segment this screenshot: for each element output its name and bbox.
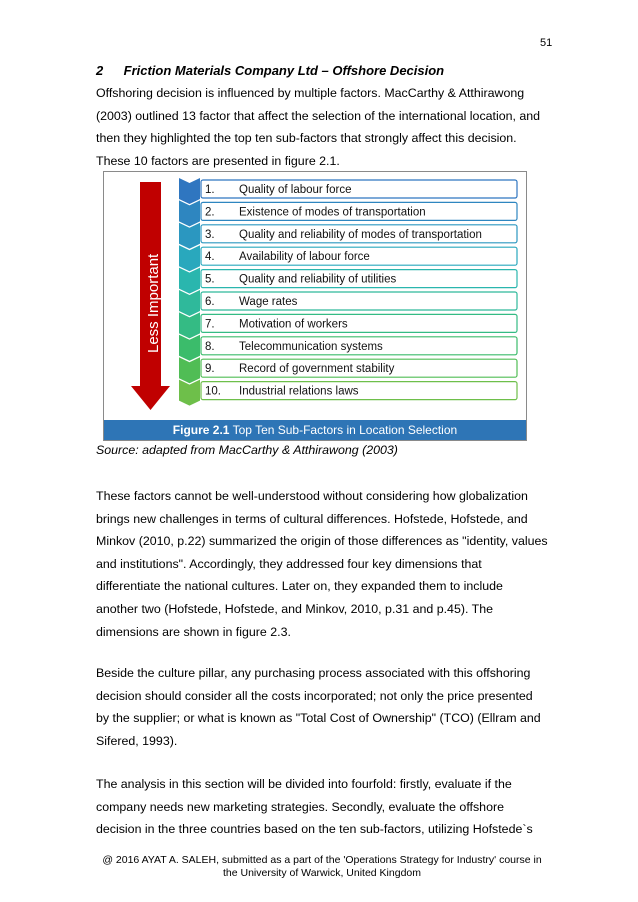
factor-label: Wage rates <box>239 296 298 308</box>
factor-chevron <box>179 290 200 316</box>
paragraph-analysis: The analysis in this section will be divided into fourfold: firstly, evaluate if the company needs new marketing strategies. Secondly, evaluate the offshore decision in the three countries based on the ten sub-factors, utilizing Hofstede`s <box>96 777 533 837</box>
caption-text: Top Ten Sub-Factors in Location Selection <box>232 423 458 437</box>
factor-item <box>179 200 517 226</box>
factor-chevron <box>179 178 200 204</box>
section-heading <box>96 63 444 78</box>
factor-item <box>179 312 517 338</box>
factor-item <box>179 380 517 406</box>
factor-label: Availability of labour force <box>239 251 370 264</box>
section-title: Friction Materials Company Ltd – Offshore Decision <box>123 63 445 78</box>
factor-item <box>179 223 517 249</box>
factor-number: 2. <box>205 206 215 219</box>
arrow-label: Less Important <box>145 253 162 353</box>
paragraph-tco: Beside the culture pillar, any purchasing process associated with this offshoring decision should consider all the costs incorporated; not only the price presented by the supplier; or what is known as "Total Cost of Ownership" (TCO) (Ellram and Sifered, 1993). <box>96 666 541 748</box>
factor-number: 8. <box>205 340 215 353</box>
factor-chevron <box>179 200 200 226</box>
page-footer: @ 2016 AYAT A. SALEH, submitted as a part of the 'Operations Strategy for Industry' course in the University of Warwick, United Kingdom <box>102 854 542 879</box>
factor-number: 10. <box>205 385 221 398</box>
factor-chevron <box>179 335 200 361</box>
factor-number: 6. <box>205 296 215 308</box>
factor-number: 9. <box>205 363 215 376</box>
factor-item <box>179 290 517 316</box>
factor-chevron <box>179 357 200 383</box>
page-number: 51 <box>540 37 553 49</box>
figure-2-1 <box>103 171 527 441</box>
factor-label: Telecommunication systems <box>239 340 383 353</box>
factor-number: 7. <box>205 318 215 331</box>
intro-paragraph: Offshoring decision is influenced by multiple factors. MacCarthy & Atthirawong (2003) outlined 13 factor that affect the selection of the international location, and then they highlighted the top ten sub-factors that strongly affect this decision. These 10 factors are presented in figure 2.1. <box>96 86 541 168</box>
factor-number: 3. <box>205 228 215 241</box>
factor-chevron <box>179 312 200 338</box>
factor-list <box>179 178 517 406</box>
factor-label: Industrial relations laws <box>239 385 359 398</box>
factor-label: Record of government stability <box>239 363 395 376</box>
figure-caption <box>104 420 526 440</box>
section-number: 2 <box>96 63 104 78</box>
factor-number: 5. <box>205 273 215 286</box>
paragraph-globalization: These factors cannot be well-understood without considering how globalization brings new challenges in terms of cultural differences. Hofstede, Hofstede, and Minkov (2010, p.22) summarized the origin of those differences as "identity, values and institutions". Accordingly, they addressed four key dimensions that differentiate the national cultures. Later on, they expanded them to include another two (Hofstede, Hofstede, and Minkov, 2010, p.31 and p.45). The dimensions are shown in figure 2.3. <box>96 489 548 639</box>
factor-number: 1. <box>205 184 215 196</box>
factor-item <box>179 245 517 271</box>
factor-item <box>179 268 517 294</box>
caption-label: Figure 2.1 <box>172 423 230 437</box>
factor-label: Motivation of workers <box>239 318 348 331</box>
figure-source: Source: adapted from MacCarthy & Atthirawong (2003) <box>96 443 398 457</box>
factor-label: Quality and reliability of utilities <box>239 273 397 286</box>
factor-item <box>179 357 517 383</box>
factor-label: Quality and reliability of modes of transportation <box>239 228 482 241</box>
factor-chevron <box>179 223 200 249</box>
factor-chevron <box>179 268 200 294</box>
factor-number: 4. <box>205 251 215 264</box>
factor-label: Quality of labour force <box>239 184 352 196</box>
factor-item <box>179 178 517 204</box>
factor-chevron <box>179 380 200 406</box>
factor-diagram <box>104 172 526 420</box>
factor-item <box>179 335 517 361</box>
factor-chevron <box>179 245 200 271</box>
factor-label: Existence of modes of transportation <box>239 206 426 219</box>
